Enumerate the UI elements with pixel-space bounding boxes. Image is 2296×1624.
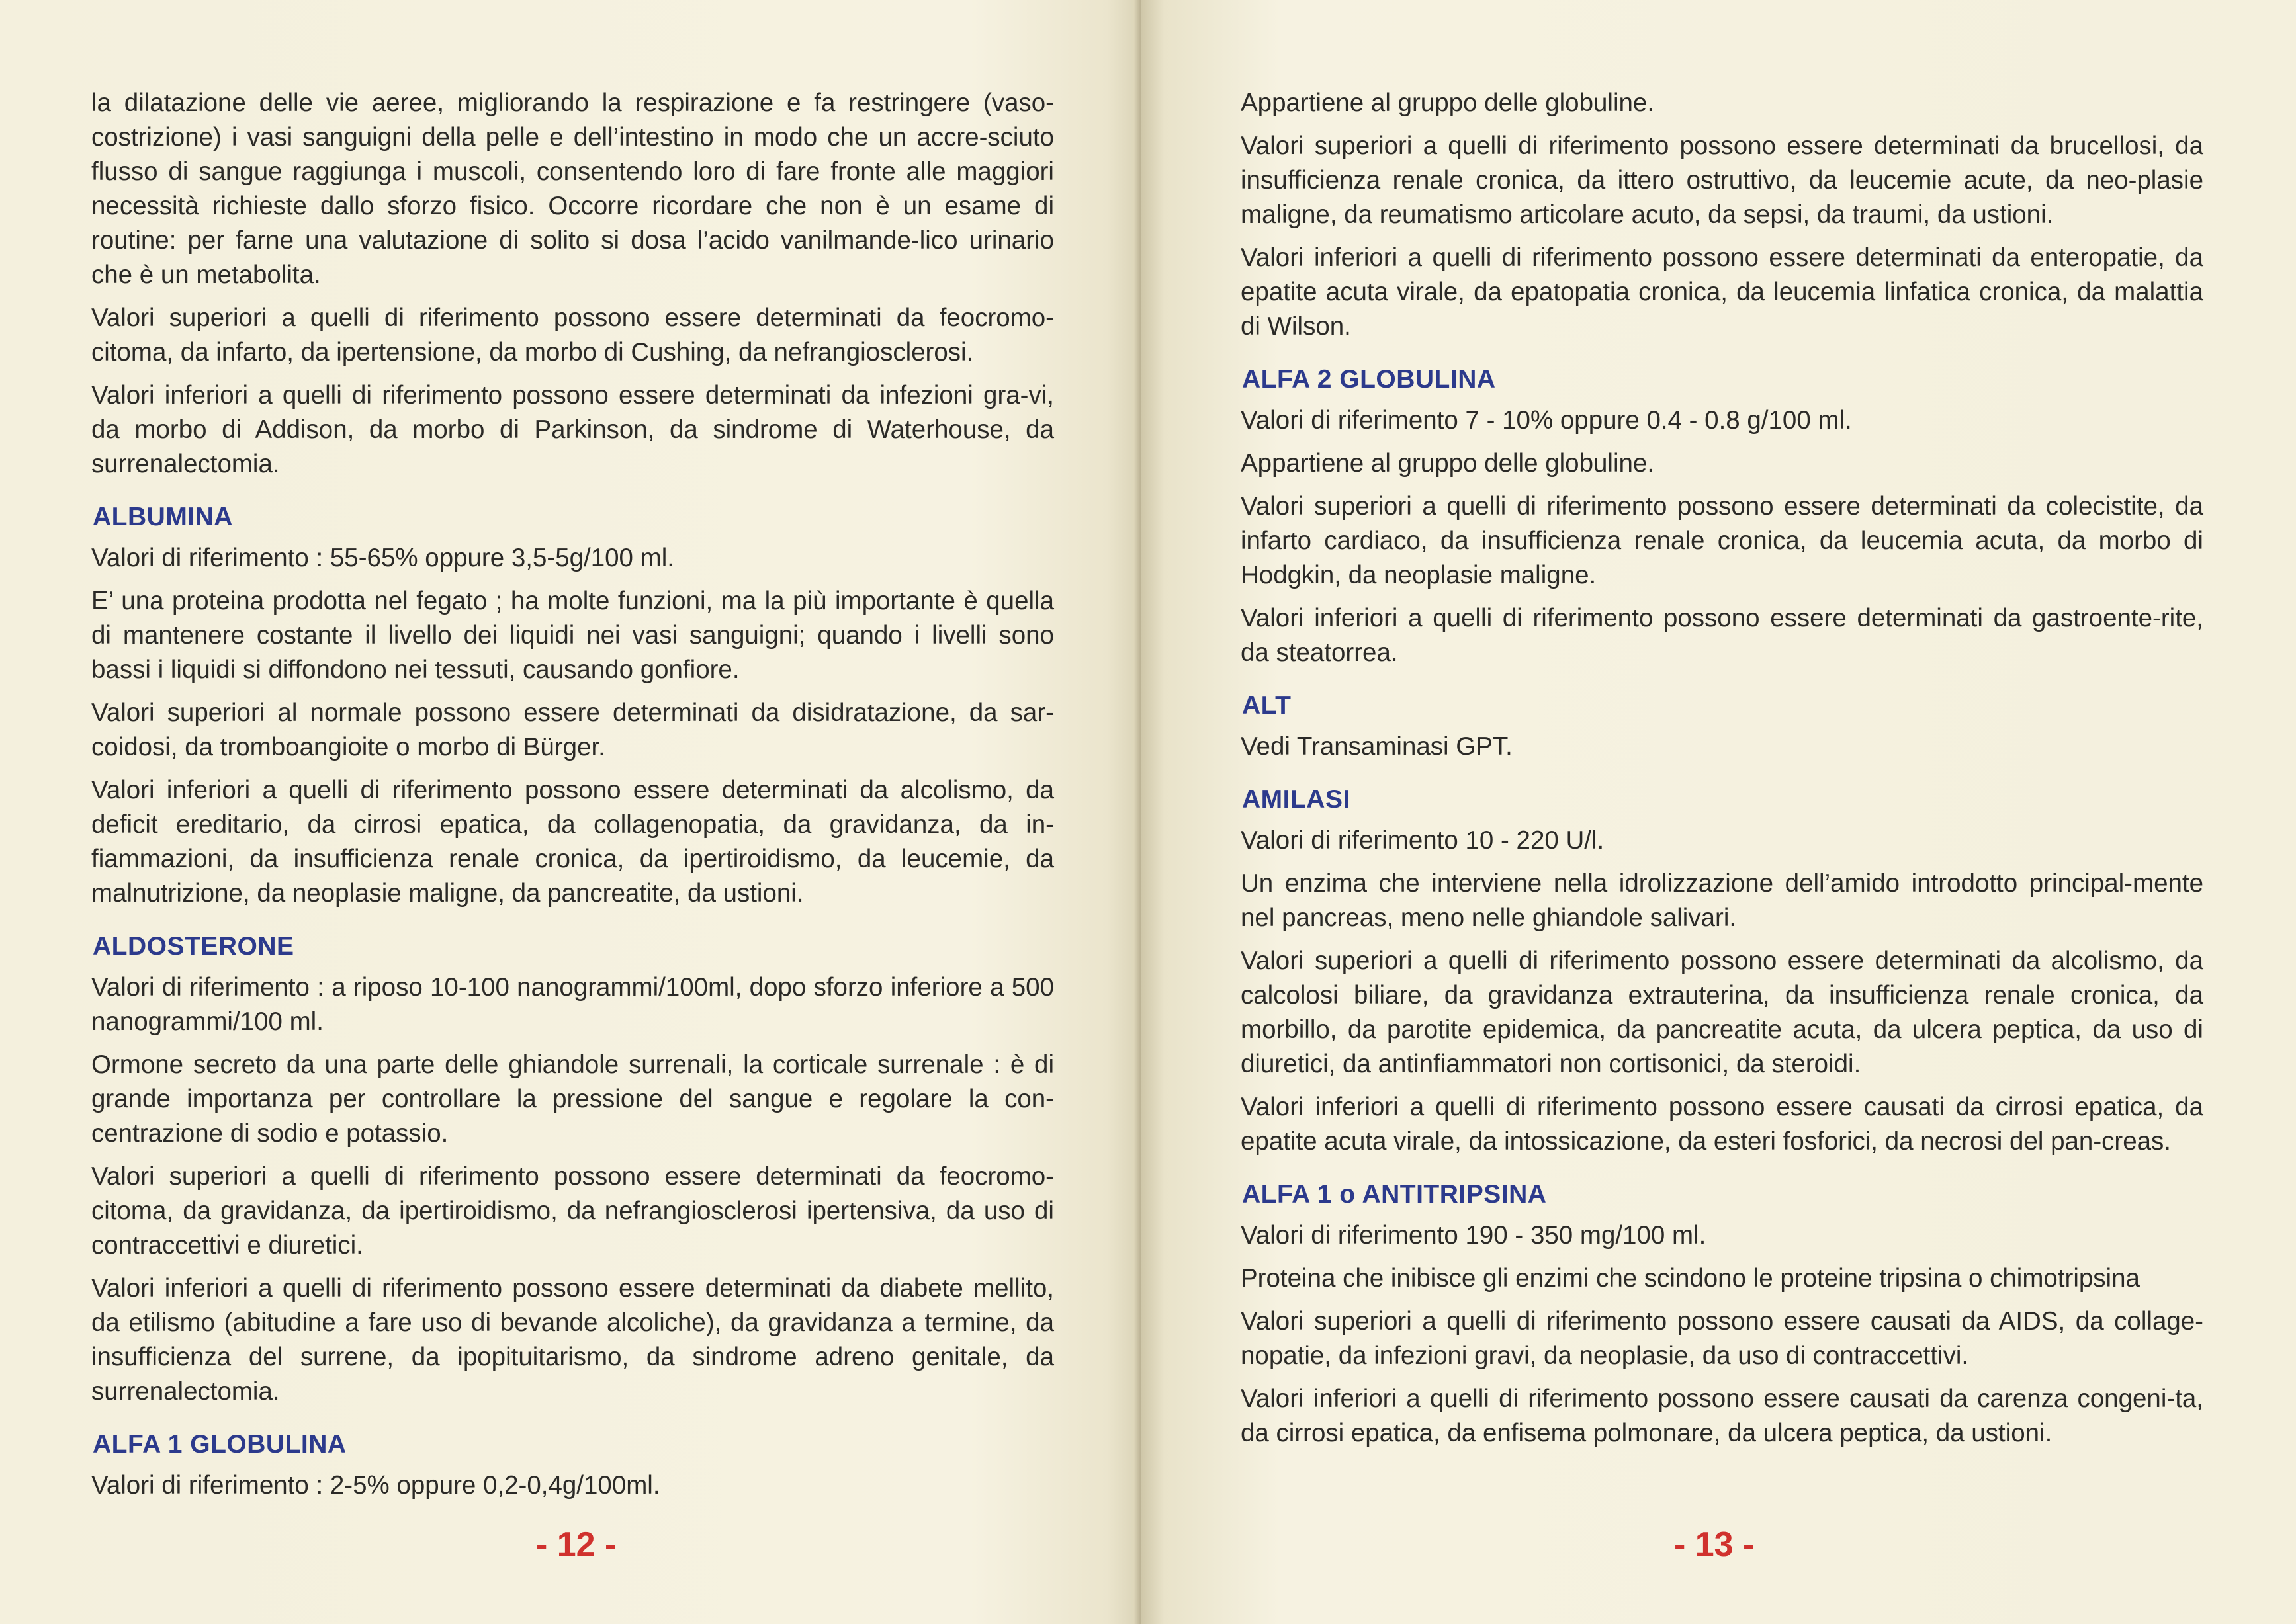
body-paragraph: Valori di riferimento : a riposo 10-100 nanogrammi/100ml, dopo sforzo inferiore a 500 nanogrammi/100 ml. bbox=[91, 973, 1054, 1036]
body-paragraph: Valori superiori a quelli di riferimento possono essere determinati da feocromo-citoma, da infarto, da ipertensione, da morbo di Cushing, da nefrangiosclerosi. bbox=[91, 304, 1054, 366]
body-paragraph: Vedi Transaminasi GPT. bbox=[1241, 732, 1513, 761]
body-paragraph: la dilatazione delle vie aeree, migliorando la respirazione e fa restringere (vaso-costrizione) i vasi sanguigni della pelle e dell’intestino in modo che un accre-sciuto flusso di sangue raggiunga i muscoli, consentendo loro di fare fronte alle maggiori necessità richieste dallo sforzo fisico. Occorre ricordare che non è un esame di routine: per farne una valutazione di solito si dosa l’acido vanilmande-lico urinario che è un metabolita. bbox=[91, 89, 1054, 289]
body-paragraph: Valori inferiori a quelli di riferimento possono essere determinati da diabete mellito, da etilismo (abitudine a fare uso di bevande alcoliche), da gravidanza a termine, da insufficienza del surrene, da ipopituitarismo, da sindrome adreno genitale, da surrenalectomia. bbox=[91, 1274, 1054, 1406]
body-paragraph: Valori superiori a quelli di riferimento possono essere causati da AIDS, da collage-nopatie, da infezioni gravi, da neoplasie, da uso di contraccettivi. bbox=[1241, 1307, 2203, 1370]
body-paragraph: Valori superiori a quelli di riferimento possono essere determinati da feocromo-citoma, da gravidanza, da ipertiroidismo, da nefrangiosclerosi ipertensiva, da uso di contraccettivi e diuretici. bbox=[91, 1162, 1054, 1260]
body-paragraph: Ormone secreto da una parte delle ghiandole surrenali, la corticale surrenale : è di grande importanza per controllare la pressione del sangue e regolare la con-centrazione di sodio e potassio. bbox=[91, 1050, 1054, 1148]
body-paragraph: Valori inferiori a quelli di riferimento possono essere causati da cirrosi epatica, da epatite acuta virale, da intossicazione, da esteri fosforici, da necrosi del pan-creas. bbox=[1241, 1093, 2203, 1156]
body-paragraph: Valori di riferimento : 55-65% oppure 3,5-5g/100 ml. bbox=[91, 544, 674, 572]
body-paragraph: Valori inferiori a quelli di riferimento possono essere determinati da infezioni gra-vi, da morbo di Addison, da morbo di Parkinson, da sindrome di Waterhouse, da surrenalectomia. bbox=[91, 381, 1054, 478]
body-paragraph: Valori inferiori a quelli di riferimento possono essere causati da carenza congeni-ta, da cirrosi epatica, da enfisema polmonare, da ulcera peptica, da ustioni. bbox=[1241, 1385, 2203, 1447]
body-paragraph: Valori inferiori a quelli di riferimento possono essere determinati da gastroente-rite, da steatorrea. bbox=[1241, 604, 2203, 667]
body-paragraph: Appartiene al gruppo delle globuline. bbox=[1241, 89, 1655, 117]
body-paragraph: Valori inferiori a quelli di riferimento possono essere determinati da enteropatie, da epatite acuta virale, da epatopatia cronica, da leucemia linfatica cronica, da malattia di Wilson. bbox=[1241, 243, 2203, 341]
left-page-column bbox=[91, 86, 1054, 1512]
page-number-right: - 13 - bbox=[1674, 1525, 1755, 1564]
body-paragraph: Valori superiori al normale possono essere determinati da disidratazione, da sar-coidosi, da tromboangioite o morbo di Bürger. bbox=[91, 699, 1054, 761]
body-paragraph: Valori inferiori a quelli di riferimento possono essere determinati da alcolismo, da deficit ereditario, da cirrosi epatica, da collagenopatia, da gravidanza, da in-fiammazioni, da insufficienza renale cronica, da ipertiroidismo, da leucemie, da malnutrizione, da neoplasie maligne, da pancreatite, da ustioni. bbox=[91, 776, 1054, 908]
right-page-column bbox=[1241, 86, 2203, 1459]
body-paragraph: E’ una proteina prodotta nel fegato ; ha molte funzioni, ma la più importante è quella di mantenere costante il livello dei liquidi nei vasi sanguigni; quando i livelli sono bassi i liquidi si diffondono nei tessuti, causando gonfiore. bbox=[91, 587, 1054, 684]
body-paragraph: Valori di riferimento 7 - 10% oppure 0.4 - 0.8 g/100 ml. bbox=[1241, 406, 1852, 435]
section-heading-albumina: ALBUMINA bbox=[93, 503, 233, 531]
body-paragraph: Appartiene al gruppo delle globuline. bbox=[1241, 449, 1655, 478]
body-paragraph: Valori di riferimento : 2-5% oppure 0,2-0,4g/100ml. bbox=[91, 1471, 660, 1500]
left-page bbox=[0, 0, 1141, 1624]
section-heading-alfa-1-globulina: ALFA 1 GLOBULINA bbox=[93, 1430, 347, 1459]
body-paragraph: Un enzima che interviene nella idrolizzazione dell’amido introdotto principal-mente nel pancreas, meno nelle ghiandole salivari. bbox=[1241, 869, 2203, 932]
section-heading-alfa-1-antitripsina: ALFA 1 o ANTITRIPSINA bbox=[1242, 1180, 1547, 1209]
page-number-left: - 12 - bbox=[536, 1525, 617, 1564]
section-heading-alfa-2-globulina: ALFA 2 GLOBULINA bbox=[1242, 365, 1496, 394]
section-heading-alt: ALT bbox=[1242, 691, 1292, 720]
body-paragraph: Proteina che inibisce gli enzimi che scindono le proteine tripsina o chimotripsina bbox=[1241, 1264, 2140, 1293]
section-heading-amilasi: AMILASI bbox=[1242, 785, 1350, 814]
right-page bbox=[1141, 0, 2296, 1624]
body-paragraph: Valori superiori a quelli di riferimento possono essere determinati da colecistite, da infarto cardiaco, da insufficienza renale cronica, da leucemia acuta, da morbo di Hodgkin, da neoplasie maligne. bbox=[1241, 492, 2203, 589]
body-paragraph: Valori superiori a quelli di riferimento possono essere determinati da brucellosi, da insufficienza renale cronica, da ittero ostruttivo, da leucemie acute, da neo-plasie maligne, da reumatismo articolare acuto, da sepsi, da traumi, da ustioni. bbox=[1241, 132, 2203, 229]
body-paragraph: Valori superiori a quelli di riferimento possono essere determinati da alcolismo, da calcolosi biliare, da gravidanza extrauterina, da insufficienza renale cronica, da morbillo, da parotite epidemica, da pancreatite acuta, da ulcera peptica, da uso di diuretici, da antinfiammatori non cortisonici, da steroidi. bbox=[1241, 947, 2203, 1078]
body-paragraph: Valori di riferimento 190 - 350 mg/100 ml. bbox=[1241, 1221, 1706, 1250]
section-heading-aldosterone: ALDOSTERONE bbox=[93, 932, 294, 961]
body-paragraph: Valori di riferimento 10 - 220 U/l. bbox=[1241, 826, 1605, 855]
